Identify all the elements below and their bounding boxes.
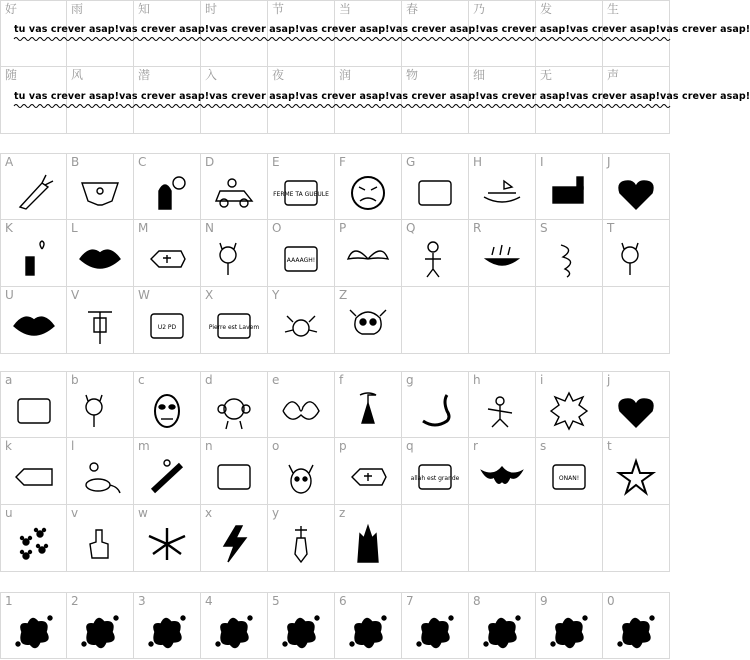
cell-label: e — [272, 373, 280, 387]
cell-label: F — [339, 155, 346, 169]
cell-label: J — [607, 155, 611, 169]
cell-label: 润 — [339, 68, 352, 82]
boat-icon — [469, 168, 535, 218]
glyph-cell — [536, 220, 603, 287]
skull-icon — [335, 301, 401, 351]
cell-label: I — [540, 155, 544, 169]
cell-label: H — [473, 155, 483, 169]
cell-label: 物 — [406, 68, 419, 82]
coffin-icon — [335, 452, 401, 502]
cell-label: 0 — [607, 594, 615, 608]
cell-label: Y — [272, 288, 280, 302]
cell-label: j — [607, 373, 611, 387]
wavy-underline — [14, 36, 670, 42]
cell-label: f — [339, 373, 344, 387]
glyph-cell — [201, 371, 268, 438]
cell-label: 入 — [205, 68, 218, 82]
castle-icon — [335, 519, 401, 569]
sign-text-icon — [1, 386, 66, 436]
cell-label: L — [71, 221, 78, 235]
glyph-cell — [402, 371, 469, 438]
scribble-icon — [536, 234, 602, 284]
cell-label: n — [205, 439, 213, 453]
glyph-cell — [335, 505, 402, 572]
cell-label: G — [406, 155, 416, 169]
cell-label: 声 — [607, 68, 620, 82]
cell-label: A — [5, 155, 14, 169]
cell-label: b — [71, 373, 79, 387]
cell-label: u — [5, 506, 13, 520]
text-icon — [201, 452, 267, 502]
splat-icon — [1, 607, 66, 657]
cell-label: g — [406, 373, 414, 387]
splat-icon — [201, 607, 267, 657]
middle-finger-icon — [67, 519, 133, 569]
cell-label: 好 — [5, 2, 18, 16]
glyph-cell — [67, 220, 134, 287]
car-icon — [201, 168, 267, 218]
cell-label: h — [473, 373, 481, 387]
cell-label: 知 — [138, 2, 151, 16]
rat-icon — [67, 452, 133, 502]
glyph-cell — [201, 592, 268, 659]
glyph-cell — [67, 592, 134, 659]
leaf-icon — [134, 519, 200, 569]
cell-label: 节 — [272, 2, 285, 16]
cell-label: 3 — [138, 594, 146, 608]
glyph-cell — [469, 592, 536, 659]
cell-label: q — [406, 439, 414, 453]
svg-text:ONAN!: ONAN! — [558, 475, 580, 482]
glyph-cell — [402, 592, 469, 659]
cell-label: U — [5, 288, 14, 302]
cell-label: 1 — [5, 594, 13, 608]
glyph-cell — [469, 153, 536, 220]
cell-label: W — [138, 288, 150, 302]
lightning-icon — [201, 519, 267, 569]
svg-text:FERME TA GUEULE: FERME TA GUEULE — [273, 191, 329, 198]
glyph-cell — [335, 287, 402, 354]
cell-label: 风 — [71, 68, 84, 82]
cell-label: 春 — [406, 2, 419, 16]
cat-icon — [603, 234, 669, 284]
cell-label: z — [339, 506, 346, 520]
cell-label: 雨 — [71, 2, 84, 16]
cell-label: X — [205, 288, 214, 302]
arrow-sign-icon — [1, 452, 66, 502]
glyph-cell — [268, 592, 335, 659]
glyph-cell — [268, 153, 335, 220]
aaargh-icon — [268, 234, 334, 284]
cell-label: C — [138, 155, 147, 169]
cell-label: T — [607, 221, 615, 235]
cell-label: B — [71, 155, 80, 169]
empty-cell — [603, 287, 670, 354]
sign-text-icon — [402, 168, 468, 218]
glyph-cell — [67, 505, 134, 572]
svg-text:Pierre est Lavem: Pierre est Lavem — [208, 324, 260, 331]
cell-label: 夜 — [272, 68, 285, 82]
glyph-cell — [201, 153, 268, 220]
cell-label: x — [205, 506, 213, 520]
splat-icon — [536, 607, 602, 657]
cell-label: 发 — [540, 2, 553, 16]
cell-label: r — [473, 439, 478, 453]
cell-label: P — [339, 221, 347, 235]
lips-icon — [67, 234, 133, 284]
empty-cell — [469, 287, 536, 354]
glyph-cell — [335, 220, 402, 287]
burst-icon — [536, 386, 602, 436]
glyph-cell — [0, 287, 67, 354]
love-bowl-icon — [469, 234, 535, 284]
glyph-cell — [335, 371, 402, 438]
cell-label: k — [5, 439, 12, 453]
glyph-cell — [603, 438, 670, 505]
sign-text-icon — [268, 168, 334, 218]
preview-text-strip: tu vas crever asap!vas crever asap!vas crever asap!vas crever asap!vas crever asap!vas crever asap!vas crever asap!vas crever asap! — [14, 91, 750, 102]
cell-label: Q — [406, 221, 416, 235]
cell-label: R — [473, 221, 482, 235]
cat-icon — [201, 234, 267, 284]
glyph-cell — [67, 153, 134, 220]
splat-icon — [268, 607, 334, 657]
angry-face-icon — [335, 168, 401, 218]
glyph-cell — [536, 438, 603, 505]
cell-label: i — [540, 373, 544, 387]
heart-icon — [603, 386, 669, 436]
glyph-cell — [335, 153, 402, 220]
heart-icon — [603, 168, 669, 218]
cell-label: 随 — [5, 68, 18, 82]
cell-label: 时 — [205, 2, 218, 16]
glyph-cell — [335, 592, 402, 659]
doll-icon — [469, 386, 535, 436]
glyph-cell — [603, 220, 670, 287]
glyph-cell — [201, 505, 268, 572]
sign-text-icon — [201, 301, 267, 351]
cell-label: K — [5, 221, 13, 235]
devil-icon — [268, 452, 334, 502]
glyph-cell — [402, 153, 469, 220]
splat-icon — [402, 607, 468, 657]
empty-cell — [469, 505, 536, 572]
glyph-cell — [536, 153, 603, 220]
mary-poppins-icon — [335, 386, 401, 436]
skate-icon — [134, 452, 200, 502]
cell-label: 8 — [473, 594, 481, 608]
cell-label: 9 — [540, 594, 548, 608]
lighter-icon — [1, 234, 66, 284]
cell-label: m — [138, 439, 150, 453]
figure-icon — [402, 234, 468, 284]
empty-cell — [603, 505, 670, 572]
cell-label: 生 — [607, 2, 620, 16]
glyph-cell — [603, 371, 670, 438]
splat-icon — [603, 607, 669, 657]
glyph-cell — [201, 438, 268, 505]
lips-icon — [1, 301, 66, 351]
syringe-icon — [67, 301, 133, 351]
glyph-cell — [134, 220, 201, 287]
cell-label: V — [71, 288, 80, 302]
svg-text:U2 PD: U2 PD — [157, 324, 177, 331]
cell-label: v — [71, 506, 79, 520]
glyph-cell — [603, 592, 670, 659]
bottle-icon — [268, 519, 334, 569]
cell-label: s — [540, 439, 547, 453]
cell-label: D — [205, 155, 215, 169]
text-icon — [402, 452, 468, 502]
cell-label: 潜 — [138, 68, 151, 82]
cell-label: 当 — [339, 2, 352, 16]
cell-label: d — [205, 373, 213, 387]
cell-label: 无 — [540, 68, 553, 82]
empty-cell — [402, 287, 469, 354]
glyph-cell — [134, 438, 201, 505]
cell-label: o — [272, 439, 280, 453]
cell-label: 细 — [473, 68, 486, 82]
glyph-cell — [268, 505, 335, 572]
underwear-icon — [67, 168, 133, 218]
svg-text:AAAAGH!: AAAAGH! — [286, 257, 316, 264]
cell-label: l — [71, 439, 75, 453]
glyph-cell — [469, 438, 536, 505]
glyph-cell — [0, 592, 67, 659]
glyph-cell — [268, 371, 335, 438]
glyph-cell — [201, 287, 268, 354]
box-text-icon — [134, 301, 200, 351]
coffin-icon — [134, 234, 200, 284]
glyph-cell — [268, 220, 335, 287]
glyph-cell — [402, 438, 469, 505]
onan-icon — [536, 452, 602, 502]
cell-label: 乃 — [473, 2, 486, 16]
glyph-cell — [603, 153, 670, 220]
cell-label: Z — [339, 288, 348, 302]
glyph-cell — [268, 438, 335, 505]
cell-label: M — [138, 221, 149, 235]
cell-label: N — [205, 221, 214, 235]
glyph-cell — [134, 505, 201, 572]
cell-label: p — [339, 439, 347, 453]
svg-text:allah est grande: allah est grande — [410, 475, 460, 482]
monkey-icon — [201, 386, 267, 436]
empty-cell — [402, 505, 469, 572]
glyph-cell — [67, 438, 134, 505]
cat-icon — [67, 386, 133, 436]
cell-label: 7 — [406, 594, 414, 608]
snake-icon — [402, 386, 468, 436]
glyph-cell — [134, 371, 201, 438]
glyph-cell — [536, 371, 603, 438]
splat-icon — [335, 607, 401, 657]
glyph-cell — [0, 220, 67, 287]
carrot-icon — [1, 168, 66, 218]
bug-icon — [268, 301, 334, 351]
mask-icon — [134, 386, 200, 436]
star-icon — [603, 452, 669, 502]
glyph-cell — [536, 592, 603, 659]
splat-icon — [469, 607, 535, 657]
factory-icon — [536, 168, 602, 218]
glyph-cell — [0, 371, 67, 438]
glyph-cell — [134, 592, 201, 659]
glyph-cell — [0, 505, 67, 572]
cell-label: y — [272, 506, 280, 520]
glyph-cell — [134, 287, 201, 354]
splat-icon — [134, 607, 200, 657]
glyph-cell — [335, 438, 402, 505]
ornament-icon — [268, 386, 334, 436]
glyph-cell — [469, 220, 536, 287]
glyph-cell — [0, 438, 67, 505]
empty-cell — [536, 287, 603, 354]
cell-label: 4 — [205, 594, 213, 608]
cell-label: w — [138, 506, 148, 520]
bomb-face-icon — [134, 168, 200, 218]
wavy-underline — [14, 103, 670, 109]
paws-icon — [1, 519, 66, 569]
splat-icon — [67, 607, 133, 657]
glyph-cell — [268, 287, 335, 354]
cell-label: S — [540, 221, 548, 235]
glyph-cell — [469, 371, 536, 438]
cell-label: 6 — [339, 594, 347, 608]
cell-label: 2 — [71, 594, 79, 608]
empty-cell — [536, 505, 603, 572]
cell-label: t — [607, 439, 612, 453]
glyph-cell — [67, 287, 134, 354]
glyph-cell — [201, 220, 268, 287]
cell-label: E — [272, 155, 280, 169]
glyph-cell — [0, 153, 67, 220]
cell-label: 5 — [272, 594, 280, 608]
glyph-cell — [67, 371, 134, 438]
glyph-cell — [134, 153, 201, 220]
cell-label: c — [138, 373, 145, 387]
cell-label: O — [272, 221, 282, 235]
wings-icon — [335, 234, 401, 284]
preview-text-strip: tu vas crever asap!vas crever asap!vas crever asap!vas crever asap!vas crever asap!vas crever asap!vas crever asap!vas crever asap! — [14, 24, 750, 35]
glyph-cell — [402, 220, 469, 287]
bat-icon — [469, 452, 535, 502]
cell-label: a — [5, 373, 13, 387]
